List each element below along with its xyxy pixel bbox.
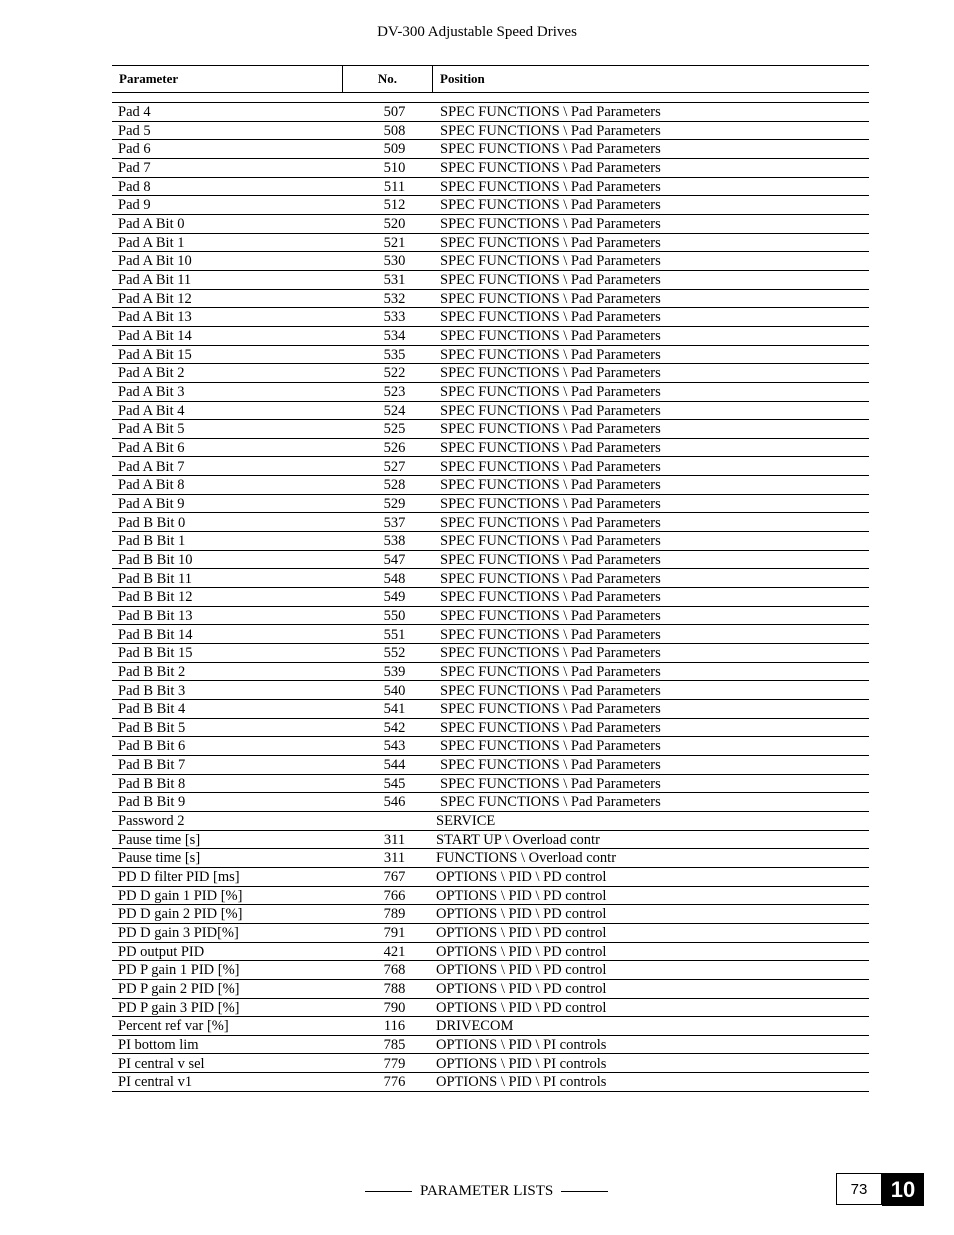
cell-position: OPTIONS \ PID \ PD control <box>436 906 607 923</box>
cell-number: 540 <box>383 682 406 699</box>
page-number: 73 <box>836 1173 882 1205</box>
cell-parameter: Pad B Bit 2 <box>118 663 186 680</box>
cell-parameter: Pad 7 <box>118 160 151 177</box>
column-header-no: No. <box>343 66 433 92</box>
cell-position: OPTIONS \ PID \ PD control <box>436 981 607 997</box>
cell-position: SPEC FUNCTIONS \ Pad Parameters <box>440 682 661 699</box>
cell-position: SPEC FUNCTIONS \ Pad Parameters <box>440 141 661 158</box>
cell-parameter: Pad A Bit 15 <box>118 346 192 363</box>
cell-number: 549 <box>383 589 406 606</box>
cell-position: SPEC FUNCTIONS \ Pad Parameters <box>440 719 661 736</box>
table-row <box>112 1054 869 1073</box>
cell-parameter: PD D gain 3 PID[%] <box>118 925 239 942</box>
cell-position: OPTIONS \ PID \ PD control <box>436 962 607 979</box>
cell-parameter: PI central v sel <box>118 1055 205 1072</box>
cell-number: 767 <box>383 869 406 886</box>
cell-parameter: Pad A Bit 13 <box>118 309 192 326</box>
table-row <box>112 793 869 812</box>
table-row <box>112 980 869 999</box>
table-row <box>112 961 869 980</box>
table-row <box>112 476 869 495</box>
cell-parameter: PI bottom lim <box>118 1036 199 1053</box>
cell-parameter: Pad B Bit 7 <box>118 757 186 774</box>
table-row <box>112 663 869 682</box>
cell-position: SPEC FUNCTIONS \ Pad Parameters <box>440 122 661 139</box>
table-row <box>112 812 869 831</box>
cell-parameter: PD P gain 3 PID [%] <box>118 999 240 1016</box>
table-header <box>112 65 869 93</box>
cell-position: SPEC FUNCTIONS \ Pad Parameters <box>440 514 661 531</box>
cell-parameter: Pad B Bit 3 <box>118 682 186 699</box>
footer-section-label: PARAMETER LISTS <box>420 1183 554 1199</box>
cell-position: SPEC FUNCTIONS \ Pad Parameters <box>440 253 661 270</box>
cell-parameter: Pad B Bit 1 <box>118 533 186 550</box>
cell-number: 522 <box>383 365 406 382</box>
cell-number: 511 <box>383 178 406 195</box>
table-row <box>112 1017 869 1036</box>
table-row <box>112 215 869 234</box>
table-row <box>112 625 869 644</box>
cell-position: OPTIONS \ PID \ PD control <box>436 887 607 904</box>
cell-parameter: Pad A Bit 4 <box>118 402 185 419</box>
table-row <box>112 551 869 570</box>
cell-number: 521 <box>383 234 406 251</box>
cell-parameter: Pad A Bit 8 <box>118 477 185 494</box>
cell-number: 507 <box>383 104 406 121</box>
cell-number: 776 <box>383 1074 406 1091</box>
cell-number: 790 <box>383 999 406 1016</box>
cell-position: SPEC FUNCTIONS \ Pad Parameters <box>440 645 661 662</box>
cell-parameter: Pad 9 <box>118 197 151 214</box>
cell-number: 537 <box>383 514 406 531</box>
column-header-position: Position <box>440 71 485 86</box>
cell-number: 510 <box>383 160 406 177</box>
cell-position: SPEC FUNCTIONS \ Pad Parameters <box>440 477 661 494</box>
cell-position: SPEC FUNCTIONS \ Pad Parameters <box>440 328 661 345</box>
table-row <box>112 905 869 924</box>
cell-position: SPEC FUNCTIONS \ Pad Parameters <box>440 775 661 792</box>
cell-parameter: Pad 6 <box>118 141 151 158</box>
cell-position: SPEC FUNCTIONS \ Pad Parameters <box>440 234 661 251</box>
table-row <box>112 532 869 551</box>
cell-position: OPTIONS \ PID \ PD control <box>436 999 607 1016</box>
table-row <box>112 513 869 532</box>
table-row <box>112 271 869 290</box>
table-row <box>112 383 869 402</box>
cell-number: 542 <box>383 719 406 736</box>
table-row <box>112 103 869 122</box>
cell-parameter: Pause time [s] <box>118 850 201 867</box>
cell-number: 523 <box>383 384 406 400</box>
table-row <box>112 775 869 794</box>
table-row <box>112 122 869 141</box>
cell-number: 526 <box>383 439 406 456</box>
cell-number: 311 <box>383 850 406 867</box>
table-row <box>112 569 869 588</box>
cell-parameter: PD D gain 1 PID [%] <box>118 887 243 904</box>
cell-parameter: Pad 4 <box>118 104 151 121</box>
cell-number: 520 <box>383 216 406 233</box>
cell-parameter: PI central v1 <box>118 1074 193 1091</box>
cell-position: SPEC FUNCTIONS \ Pad Parameters <box>440 589 661 606</box>
cell-number: 788 <box>383 981 406 997</box>
table-row <box>112 719 869 738</box>
cell-position: SPEC FUNCTIONS \ Pad Parameters <box>440 757 661 774</box>
cell-position: SPEC FUNCTIONS \ Pad Parameters <box>440 104 661 121</box>
cell-number: 550 <box>383 607 406 624</box>
table-row <box>112 178 869 197</box>
cell-parameter: PD P gain 1 PID [%] <box>118 962 240 979</box>
cell-number: 543 <box>383 738 406 755</box>
cell-number: 551 <box>383 626 406 643</box>
cell-position: SPEC FUNCTIONS \ Pad Parameters <box>440 663 661 680</box>
parameter-table <box>112 65 869 1092</box>
cell-parameter: Pad A Bit 1 <box>118 234 185 251</box>
cell-position: SPEC FUNCTIONS \ Pad Parameters <box>440 533 661 550</box>
table-row <box>112 756 869 775</box>
cell-number: 552 <box>383 645 406 662</box>
table-row <box>112 607 869 626</box>
cell-parameter: Pad A Bit 2 <box>118 365 185 382</box>
cell-parameter: PD P gain 2 PID [%] <box>118 981 240 997</box>
table-row <box>112 644 869 663</box>
cell-parameter: Pad A Bit 7 <box>118 458 185 475</box>
cell-parameter: Pad A Bit 3 <box>118 384 185 400</box>
table-row <box>112 831 869 850</box>
cell-number: 538 <box>383 533 406 550</box>
table-row <box>112 943 869 962</box>
cell-parameter: Pad 5 <box>118 122 151 139</box>
cell-position: SPEC FUNCTIONS \ Pad Parameters <box>440 160 661 177</box>
cell-position: OPTIONS \ PID \ PI controls <box>436 1036 607 1053</box>
cell-position: OPTIONS \ PID \ PI controls <box>436 1055 607 1072</box>
table-row <box>112 887 869 906</box>
cell-number: 531 <box>383 272 406 289</box>
cell-number: 779 <box>383 1055 406 1072</box>
cell-position: SERVICE <box>436 813 496 830</box>
table-row <box>112 1036 869 1055</box>
table-row <box>112 868 869 887</box>
cell-position: SPEC FUNCTIONS \ Pad Parameters <box>440 290 661 307</box>
table-row <box>112 420 869 439</box>
cell-number: 768 <box>383 962 406 979</box>
table-row <box>112 924 869 943</box>
cell-number: 524 <box>383 402 406 419</box>
cell-position: OPTIONS \ PID \ PI controls <box>436 1074 607 1091</box>
cell-parameter: Percent ref var [%] <box>118 1018 229 1035</box>
cell-position: OPTIONS \ PID \ PD control <box>436 869 607 886</box>
table-row <box>112 159 869 178</box>
cell-position: SPEC FUNCTIONS \ Pad Parameters <box>440 439 661 456</box>
footer-rule-right <box>561 1191 608 1192</box>
footer-rule-left <box>365 1191 412 1192</box>
cell-parameter: Pad B Bit 15 <box>118 645 193 662</box>
cell-position: SPEC FUNCTIONS \ Pad Parameters <box>440 365 661 382</box>
page-footer <box>365 1183 615 1200</box>
cell-parameter: Pad B Bit 8 <box>118 775 186 792</box>
cell-number: 766 <box>383 887 406 904</box>
table-row <box>112 588 869 607</box>
table-row <box>112 196 869 215</box>
cell-parameter: Pad A Bit 10 <box>118 253 192 270</box>
cell-number: 545 <box>383 775 406 792</box>
table-row <box>112 681 869 700</box>
cell-parameter: Pad A Bit 14 <box>118 328 192 345</box>
cell-parameter: Pad B Bit 4 <box>118 701 186 718</box>
cell-position: SPEC FUNCTIONS \ Pad Parameters <box>440 626 661 643</box>
cell-parameter: Pad A Bit 11 <box>118 272 192 289</box>
cell-position: SPEC FUNCTIONS \ Pad Parameters <box>440 738 661 755</box>
cell-number: 544 <box>383 757 406 774</box>
table-body <box>112 103 869 1092</box>
table-row <box>112 290 869 309</box>
cell-number: 508 <box>383 122 406 139</box>
cell-position: SPEC FUNCTIONS \ Pad Parameters <box>440 178 661 195</box>
cell-number: 547 <box>383 551 406 568</box>
cell-parameter: PD D filter PID [ms] <box>118 869 240 886</box>
header-spacer <box>112 93 869 103</box>
cell-position: DRIVECOM <box>436 1018 514 1035</box>
cell-parameter: Pad A Bit 0 <box>118 216 185 233</box>
cell-parameter: PD output PID <box>118 943 205 960</box>
cell-number: 311 <box>383 831 406 848</box>
cell-number: 512 <box>383 197 406 214</box>
table-row <box>112 402 869 421</box>
cell-parameter: Pad B Bit 9 <box>118 794 186 811</box>
table-row <box>112 439 869 458</box>
cell-parameter: Pad 8 <box>118 178 151 195</box>
cell-position: SPEC FUNCTIONS \ Pad Parameters <box>440 197 661 214</box>
cell-parameter: Pad A Bit 12 <box>118 290 192 307</box>
cell-number: 530 <box>383 253 406 270</box>
cell-parameter: Pad A Bit 5 <box>118 421 185 438</box>
cell-position: SPEC FUNCTIONS \ Pad Parameters <box>440 421 661 438</box>
column-header-parameter: Parameter <box>112 66 343 92</box>
cell-number: 421 <box>383 943 406 960</box>
cell-number: 509 <box>383 141 406 158</box>
cell-position: OPTIONS \ PID \ PD control <box>436 943 607 960</box>
cell-number: 791 <box>383 925 406 942</box>
cell-number: 535 <box>383 346 406 363</box>
table-row <box>112 999 869 1018</box>
cell-number: 529 <box>383 495 406 512</box>
table-row <box>112 737 869 756</box>
table-row <box>112 234 869 253</box>
cell-parameter: Pad B Bit 5 <box>118 719 186 736</box>
cell-parameter: PD D gain 2 PID [%] <box>118 906 243 923</box>
cell-parameter: Pad B Bit 6 <box>118 738 186 755</box>
cell-number: 533 <box>383 309 406 326</box>
cell-position: FUNCTIONS \ Overload contr <box>436 850 617 867</box>
cell-number: 541 <box>383 701 406 718</box>
cell-number: 116 <box>383 1018 406 1035</box>
cell-position: OPTIONS \ PID \ PD control <box>436 925 607 942</box>
cell-number: 546 <box>383 794 406 811</box>
cell-number: 527 <box>383 458 406 475</box>
cell-position: SPEC FUNCTIONS \ Pad Parameters <box>440 551 661 568</box>
cell-number: 525 <box>383 421 406 438</box>
cell-position: SPEC FUNCTIONS \ Pad Parameters <box>440 458 661 475</box>
table-row <box>112 457 869 476</box>
cell-position: SPEC FUNCTIONS \ Pad Parameters <box>440 272 661 289</box>
page-header: DV-300 Adjustable Speed Drives <box>377 24 577 40</box>
cell-position: START UP \ Overload contr <box>436 831 600 848</box>
table-row <box>112 700 869 719</box>
cell-parameter: Pause time [s] <box>118 831 201 848</box>
cell-number: 789 <box>383 906 406 923</box>
cell-parameter: Password 2 <box>118 813 185 830</box>
cell-parameter: Pad B Bit 0 <box>118 514 186 531</box>
cell-number: 548 <box>383 570 406 587</box>
cell-number: 528 <box>383 477 406 494</box>
cell-parameter: Pad B Bit 12 <box>118 589 193 606</box>
chapter-number: 10 <box>882 1173 924 1206</box>
cell-position: SPEC FUNCTIONS \ Pad Parameters <box>440 495 661 512</box>
table-row <box>112 364 869 383</box>
cell-position: SPEC FUNCTIONS \ Pad Parameters <box>440 216 661 233</box>
cell-parameter: Pad B Bit 10 <box>118 551 193 568</box>
table-row <box>112 308 869 327</box>
cell-position: SPEC FUNCTIONS \ Pad Parameters <box>440 794 661 811</box>
table-row <box>112 252 869 271</box>
table-row <box>112 849 869 868</box>
table-row <box>112 140 869 159</box>
table-row <box>112 327 869 346</box>
cell-position: SPEC FUNCTIONS \ Pad Parameters <box>440 384 661 400</box>
cell-parameter: Pad B Bit 13 <box>118 607 193 624</box>
table-row <box>112 1073 869 1092</box>
cell-number: 539 <box>383 663 406 680</box>
cell-position: SPEC FUNCTIONS \ Pad Parameters <box>440 346 661 363</box>
cell-parameter: Pad A Bit 9 <box>118 495 185 512</box>
cell-position: SPEC FUNCTIONS \ Pad Parameters <box>440 402 661 419</box>
table-row <box>112 346 869 365</box>
cell-position: SPEC FUNCTIONS \ Pad Parameters <box>440 309 661 326</box>
cell-parameter: Pad A Bit 6 <box>118 439 185 456</box>
cell-number: 532 <box>383 290 406 307</box>
cell-number: 785 <box>383 1036 406 1053</box>
cell-position: SPEC FUNCTIONS \ Pad Parameters <box>440 570 661 587</box>
cell-parameter: Pad B Bit 11 <box>118 570 192 587</box>
table-row <box>112 495 869 514</box>
cell-position: SPEC FUNCTIONS \ Pad Parameters <box>440 701 661 718</box>
cell-number: 534 <box>383 328 406 345</box>
cell-parameter: Pad B Bit 14 <box>118 626 193 643</box>
cell-position: SPEC FUNCTIONS \ Pad Parameters <box>440 607 661 624</box>
